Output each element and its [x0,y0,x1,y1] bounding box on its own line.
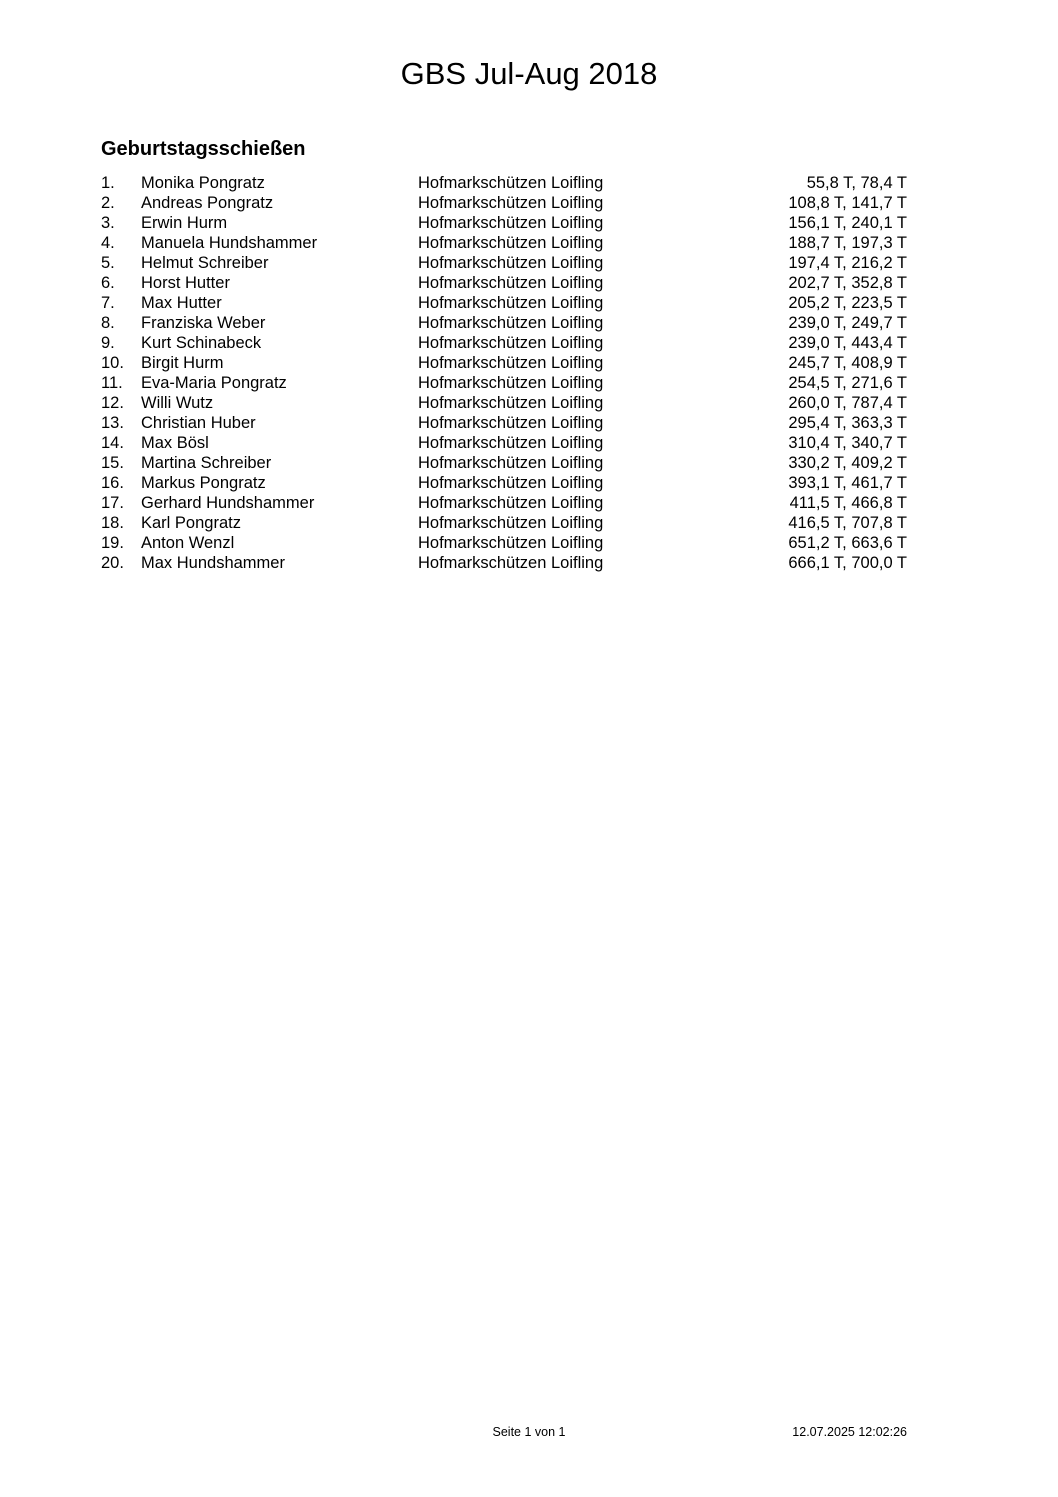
club-name: Hofmarkschützen Loifling [418,394,604,412]
rank: 3. [101,214,115,232]
shooter-name: Horst Hutter [141,274,230,292]
shooter-name: Christian Huber [141,414,256,432]
score: 197,4 T, 216,2 T [788,254,907,272]
score: 108,8 T, 141,7 T [788,194,907,212]
list-item [101,293,921,313]
list-item [101,553,921,573]
rank: 11. [101,374,123,392]
shooter-name: Willi Wutz [141,394,214,412]
results-list [101,173,921,573]
list-item [101,513,921,533]
list-item [101,533,921,553]
section-heading: Geburtstagsschießen [101,138,306,160]
score: 188,7 T, 197,3 T [788,234,907,252]
list-item [101,393,921,413]
rank: 8. [101,314,115,332]
shooter-name: Andreas Pongratz [141,194,274,212]
rank: 15. [101,454,124,472]
shooter-name: Kurt Schinabeck [141,334,262,352]
score: 310,4 T, 340,7 T [788,434,907,452]
score: 239,0 T, 249,7 T [788,314,907,332]
list-item [101,493,921,513]
rank: 13. [101,414,124,432]
shooter-name: Monika Pongratz [141,174,265,192]
list-item [101,213,921,233]
rank: 19. [101,534,124,552]
club-name: Hofmarkschützen Loifling [418,374,604,392]
rank: 6. [101,274,115,292]
shooter-name: Markus Pongratz [141,474,266,492]
rank: 10. [101,354,124,372]
club-name: Hofmarkschützen Loifling [418,434,604,452]
list-item [101,193,921,213]
club-name: Hofmarkschützen Loifling [418,274,604,292]
list-item [101,413,921,433]
club-name: Hofmarkschützen Loifling [418,254,604,272]
club-name: Hofmarkschützen Loifling [418,294,604,312]
score: 411,5 T, 466,8 T [789,494,907,512]
score: 295,4 T, 363,3 T [788,414,907,432]
shooter-name: Anton Wenzl [141,534,235,552]
score: 393,1 T, 461,7 T [788,474,907,492]
list-item [101,473,921,493]
rank: 7. [101,294,115,312]
rank: 1. [101,174,115,192]
score: 416,5 T, 707,8 T [788,514,907,532]
print-timestamp: 12.07.2025 12:02:26 [792,1425,907,1439]
rank: 14. [101,434,124,452]
score: 205,2 T, 223,5 T [788,294,907,312]
club-name: Hofmarkschützen Loifling [418,454,604,472]
shooter-name: Martina Schreiber [141,454,272,472]
shooter-name: Max Hundshammer [141,554,285,572]
rank: 9. [101,334,115,352]
club-name: Hofmarkschützen Loifling [418,554,604,572]
score: 202,7 T, 352,8 T [788,274,907,292]
page-number: Seite 1 von 1 [492,1425,566,1439]
shooter-name: Eva-Maria Pongratz [141,374,287,392]
club-name: Hofmarkschützen Loifling [418,314,604,332]
score: 666,1 T, 700,0 T [788,554,907,572]
shooter-name: Birgit Hurm [141,354,224,372]
list-item [101,453,921,473]
list-item [101,253,921,273]
rank: 17. [101,494,124,512]
shooter-name: Max Hutter [141,294,222,312]
shooter-name: Manuela Hundshammer [141,234,318,252]
score: 239,0 T, 443,4 T [788,334,907,352]
rank: 18. [101,514,124,532]
list-item [101,233,921,253]
list-item [101,273,921,293]
shooter-name: Gerhard Hundshammer [141,494,315,512]
club-name: Hofmarkschützen Loifling [418,334,604,352]
list-item [101,173,921,193]
shooter-name: Helmut Schreiber [141,254,269,272]
score: 330,2 T, 409,2 T [788,454,907,472]
rank: 5. [101,254,115,272]
list-item [101,433,921,453]
club-name: Hofmarkschützen Loifling [418,214,604,232]
score: 156,1 T, 240,1 T [788,214,907,232]
rank: 4. [101,234,115,252]
list-item [101,373,921,393]
list-item [101,333,921,353]
score: 651,2 T, 663,6 T [788,534,907,552]
score: 260,0 T, 787,4 T [788,394,907,412]
club-name: Hofmarkschützen Loifling [418,534,604,552]
club-name: Hofmarkschützen Loifling [418,174,604,192]
shooter-name: Franziska Weber [141,314,266,332]
club-name: Hofmarkschützen Loifling [418,514,604,532]
club-name: Hofmarkschützen Loifling [418,494,604,512]
club-name: Hofmarkschützen Loifling [418,194,604,212]
score: 55,8 T, 78,4 T [806,174,907,192]
shooter-name: Max Bösl [141,434,209,452]
club-name: Hofmarkschützen Loifling [418,474,604,492]
shooter-name: Erwin Hurm [141,214,228,232]
club-name: Hofmarkschützen Loifling [418,234,604,252]
score: 254,5 T, 271,6 T [788,374,907,392]
club-name: Hofmarkschützen Loifling [418,414,604,432]
score: 245,7 T, 408,9 T [788,354,907,372]
rank: 2. [101,194,115,212]
rank: 20. [101,554,124,572]
rank: 12. [101,394,124,412]
shooter-name: Karl Pongratz [141,514,241,532]
club-name: Hofmarkschützen Loifling [418,354,604,372]
rank: 16. [101,474,124,492]
list-item [101,313,921,333]
page-title: GBS Jul-Aug 2018 [400,56,658,91]
list-item [101,353,921,373]
